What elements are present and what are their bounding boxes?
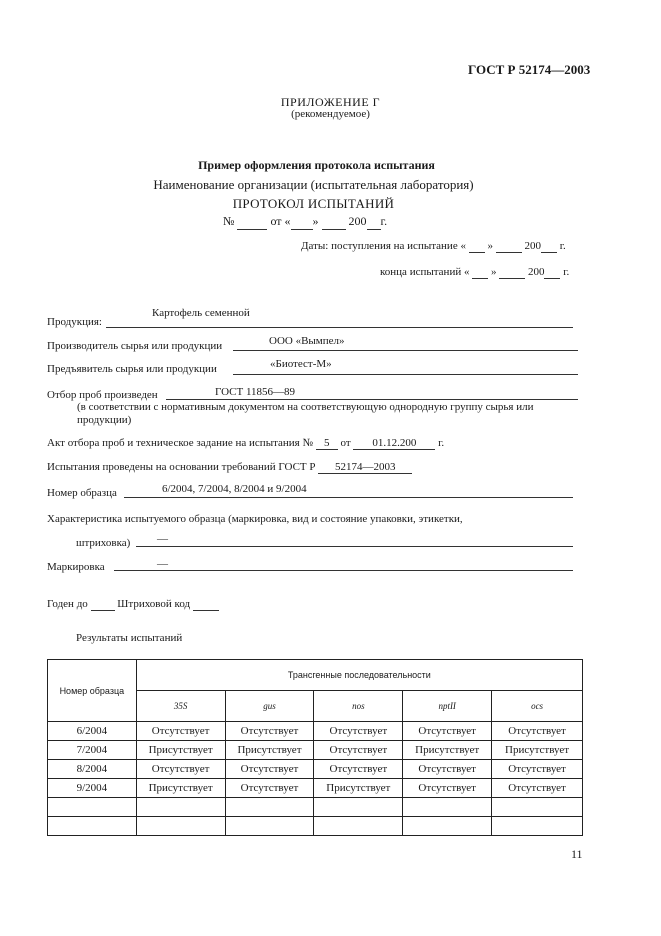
producer-value: ООО «Вымпел»	[269, 335, 345, 347]
sampling-note: (в соответствии с нормативным документом на соответствующую однородную группу сырья или продукции)	[77, 401, 534, 426]
result-cell: Присутствует	[403, 741, 492, 760]
result-cell: Отсутствует	[314, 741, 403, 760]
barcode-value: —	[157, 533, 168, 545]
result-cell: Присутствует	[314, 779, 403, 798]
sample-cell: 6/2004	[48, 722, 137, 741]
col-header-nos: nos	[314, 691, 403, 722]
presenter-label: Предъявитель сырья или продукции	[47, 363, 217, 375]
col-header-ocs: ocs	[492, 691, 583, 722]
organization-name: Наименование организации (испытательная лаборатория)	[153, 177, 474, 192]
result-cell: Отсутствует	[492, 760, 583, 779]
col-header-35s: 35S	[136, 691, 225, 722]
sampling-value: ГОСТ 11856—89	[215, 386, 296, 398]
page-number: 11	[571, 847, 583, 861]
shelf-line	[47, 598, 219, 611]
from-label: от «	[270, 214, 291, 228]
table-row	[48, 760, 583, 779]
protocol-year: 200	[348, 214, 367, 228]
end-date-line: конца испытаний « » 200 г.	[380, 266, 570, 278]
end-label: конца испытаний «	[380, 266, 470, 278]
appendix-title: ПРИЛОЖЕНИЕ Г	[280, 95, 381, 109]
result-cell: Отсутствует	[225, 722, 314, 741]
section-heading: Пример оформления протокола испытания	[198, 158, 435, 172]
number-sign: №	[223, 214, 235, 228]
act-number: 5	[316, 437, 338, 450]
sample-cell: 7/2004	[48, 741, 137, 760]
result-cell: Присутствует	[136, 741, 225, 760]
result-cell: Отсутствует	[403, 760, 492, 779]
sample-cell: 9/2004	[48, 779, 137, 798]
results-title: Результаты испытаний	[76, 632, 183, 644]
result-cell: Отсутствует	[403, 779, 492, 798]
basis-label: Испытания проведены на основании требований ГОСТ Р	[47, 461, 316, 473]
table-row	[48, 722, 583, 741]
shelf-label: Годен до	[47, 598, 88, 610]
basis-value: 52174—2003	[318, 461, 412, 474]
standard-number: ГОСТ Р 52174—2003	[468, 62, 591, 77]
result-cell: Отсутствует	[225, 760, 314, 779]
received-date-line: Даты: поступления на испытание « » 200 г.	[301, 240, 566, 252]
result-cell: Отсутствует	[136, 760, 225, 779]
shelf-code-label: Штриховой код	[117, 598, 191, 610]
act-date: 01.12.200	[353, 437, 435, 450]
result-cell: Отсутствует	[314, 722, 403, 741]
results-table	[47, 659, 583, 836]
protocol-title: ПРОТОКОЛ ИСПЫТАНИЙ	[232, 196, 395, 211]
act-line: Акт отбора проб и техническое задание на испытания № 5 от 01.12.200 г.	[47, 437, 445, 449]
sample-number-value: 6/2004, 7/2004, 8/2004 и 9/2004	[162, 483, 307, 495]
sample-number-label: Номер образца	[47, 487, 117, 499]
basis-line	[47, 461, 412, 474]
received-label: Даты: поступления на испытание «	[301, 240, 466, 252]
marking-label: Маркировка	[47, 561, 105, 573]
col-sample-header: Номер образца	[48, 660, 137, 722]
result-cell: Отсутствует	[492, 722, 583, 741]
presenter-value: «Биотест-М»	[270, 358, 332, 370]
result-cell: Присутствует	[225, 741, 314, 760]
col-header-gus: gus	[225, 691, 314, 722]
result-cell: Отсутствует	[136, 722, 225, 741]
sample-cell: 8/2004	[48, 760, 137, 779]
characteristics-label: Характеристика испытуемого образца (маркировка, вид и состояние упаковки, этикетки,	[47, 513, 463, 525]
group-header: Трансгенные последовательности	[136, 660, 582, 691]
table-row-empty	[48, 817, 583, 836]
marking-value: —	[157, 558, 168, 570]
col-header-nptii: nptII	[403, 691, 492, 722]
sampling-label: Отбор проб произведен	[47, 389, 158, 401]
result-cell: Присутствует	[492, 741, 583, 760]
result-cell: Отсутствует	[225, 779, 314, 798]
result-cell: Отсутствует	[314, 760, 403, 779]
table-row	[48, 779, 583, 798]
protocol-number-line: № от « » 200 г.	[223, 214, 388, 228]
producer-label: Производитель сырья или продукции	[47, 340, 223, 352]
product-value: Картофель семенной	[152, 307, 250, 319]
product-label: Продукция:	[47, 316, 102, 328]
result-cell: Отсутствует	[403, 722, 492, 741]
appendix-subtitle: (рекомендуемое)	[291, 108, 370, 120]
barcode-label: штриховка)	[76, 537, 131, 549]
table-row-empty	[48, 798, 583, 817]
result-cell: Присутствует	[136, 779, 225, 798]
table-row	[48, 741, 583, 760]
result-cell: Отсутствует	[492, 779, 583, 798]
act-label: Акт отбора проб и техническое задание на испытания №	[47, 437, 313, 449]
